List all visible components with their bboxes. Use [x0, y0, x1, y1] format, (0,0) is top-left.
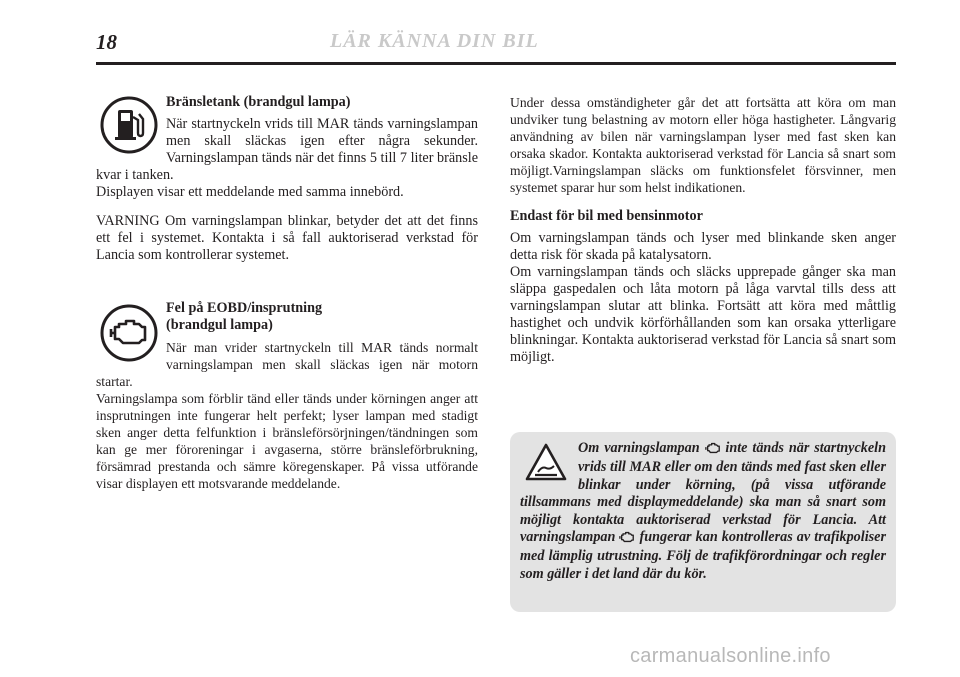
petrol-paragraph-1: Om varningslampan tänds och lyser med blinkande sken anger detta risk för skada på katalysatorn. — [510, 230, 896, 263]
engine-icon — [96, 302, 162, 364]
engine-icon — [705, 442, 721, 459]
fuel-body: När startnyckeln vrids till MAR tänds varningslampan men skall släckas igen efter några sekunder. Varningslampan tänds när det finns 5 till 7 liter bränsle kvar i tanken. — [96, 116, 478, 183]
page-number: 18 — [96, 30, 117, 54]
warning-text-part1: Om varningslampan — [578, 440, 705, 456]
left-column — [96, 94, 478, 492]
engine-icon — [619, 531, 635, 548]
warning-box — [510, 432, 896, 612]
eobd-body2: Varningslampa som förblir tänd eller tänds under körningen anger att insprutningen inte fungerar helt perfekt; lyser lampan med stadigt sken anger detta felfunktion i bränsleförsörjningen/tändningen som kan ge mer föroreningar i avgaserna, större bränsleförbrukning, försämrad prestanda och sämre köregenskaper. På vissa utförande visar displayen ett motsvarande meddelande. — [96, 391, 478, 491]
watermark: carmanualsonline.info — [630, 645, 831, 667]
header-rule — [96, 62, 896, 65]
warning-triangle-icon — [520, 440, 572, 484]
warning-text-part3: fungerar kan kontrolleras av trafikpoliser med lämplig utrustning. Följ de trafikförordningar och regler som gäller i det land där du kör. — [520, 529, 886, 582]
eobd-title-line1: Fel på EOBD/insprutning — [166, 300, 323, 316]
fuel-warning: VARNING Om varningslampan blinkar, betyder det att det finns ett fel i systemet. Kontakta i så fall auktoriserad verkstad för Lancia som kontrollerar systemet. — [96, 213, 478, 263]
fuel-title: Bränsletank (brandgul lampa) — [166, 94, 351, 110]
eobd-body: När man vrider startnyckeln till MAR tänds normalt varningslampan men skall släckas igen när motorn startar. — [96, 340, 478, 389]
right-column — [510, 94, 896, 366]
page-header: LÄR KÄNNA DIN BIL — [330, 30, 539, 52]
petrol-heading: Endast för bil med bensinmotor — [510, 208, 703, 224]
warning-text-part2: inte tänds när startnyckeln vrids till MAR eller om den tänds med fast sken eller blinkar under körning, (på vissa utförande tillsammans med displaymeddelande) ska man så snart som möjligt kontakta auktoriserad verkstad för Lancia. Att varningslampan — [520, 440, 886, 546]
fuel-pump-icon — [96, 94, 162, 156]
fuel-display-note: Displayen visar ett meddelande med samma innebörd. — [96, 184, 404, 200]
petrol-paragraph-2: Om varningslampan tänds och släcks upprepade gånger ska man släppa gaspedalen och låta motorn på låga varvtal tills dess att varningslampan slutar att blinka. Fortsätt att köra med måttlig hastighet och undvik körförhållanden som kan orsaka ytterligare blinkningar. Kontakta auktoriserad verkstad för Lancia så snart som möjligt. — [510, 264, 896, 365]
continue-driving-paragraph: Under dessa omständigheter går det att fortsätta att köra om man undviker tung belastning av motorn eller höga hastigheter. Långvarig användning av bilen när varningslampan lyser med fast sken kan orsaka skador. Kontakta auktoriserad verkstad för Lancia så snart som möjligt.Varningslampan släcks om funktionsfelet försvinner, men systemet sparar hur som helst indikationen. — [510, 95, 896, 195]
eobd-title-line2: (brandgul lampa) — [166, 317, 273, 333]
